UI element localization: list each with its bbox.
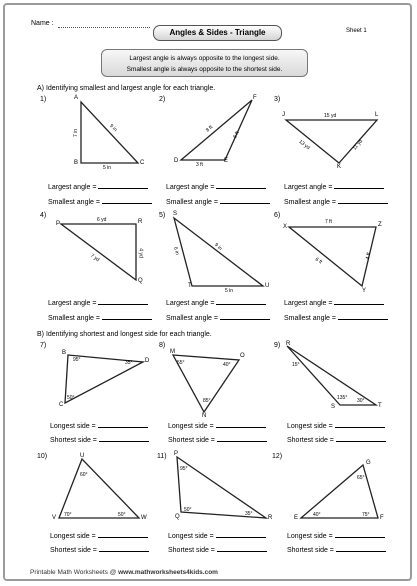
- t6-side-xz: 7 ft: [325, 219, 332, 225]
- answer-smallest-1: Smallest angle =: [48, 197, 152, 206]
- t7-vertex-c: C: [59, 402, 64, 408]
- answer-line-shortest-8[interactable]: [217, 435, 267, 442]
- t12-angle-e: 40°: [313, 512, 321, 518]
- answer-line-shortest-10[interactable]: [99, 545, 149, 552]
- rule-line-1: Largest angle is always opposite to the longest side.: [129, 55, 280, 62]
- answer-shortest-10: Shortest side =: [50, 545, 149, 554]
- t2-vertex-e: E: [224, 158, 229, 164]
- answer-line-shortest-12[interactable]: [336, 545, 386, 552]
- t3-side-jk: 13 yd: [297, 138, 311, 152]
- t4-vertex-r: R: [138, 219, 143, 225]
- t3-vertex-k: K: [337, 164, 342, 170]
- t12-angle-g: 65°: [357, 475, 365, 481]
- t4-vertex-p: P: [56, 221, 61, 227]
- problem-12-number: 12): [272, 453, 283, 460]
- section-a-heading: A) Identifying smallest and largest angle for each triangle.: [37, 85, 216, 92]
- answer-line-longest-9[interactable]: [335, 421, 385, 428]
- t4-side-pq: 7 yd: [89, 252, 101, 264]
- t11-vertex-p: P: [174, 451, 179, 457]
- answer-smallest-6: Smallest angle =: [284, 313, 388, 322]
- answer-line-longest-10[interactable]: [98, 531, 148, 538]
- t8-angle-m: 55°: [177, 360, 185, 366]
- t5-side-st: 6 in: [172, 246, 180, 256]
- t12-vertex-g: G: [366, 460, 371, 466]
- answer-largest-3: Largest angle =: [284, 182, 384, 191]
- answer-line-smallest-1[interactable]: [102, 197, 152, 204]
- t10-vertex-w: W: [141, 515, 147, 521]
- problem-8-number: 8): [159, 342, 166, 349]
- t2-vertex-d: D: [174, 158, 179, 164]
- answer-line-smallest-2[interactable]: [220, 197, 270, 204]
- t6-vertex-z: Z: [378, 222, 382, 228]
- section-b-heading: B) Identifying shortest and longest side for each triangle.: [37, 331, 212, 338]
- answer-longest-8: Longest side =: [168, 421, 266, 430]
- t1-vertex-a: A: [74, 95, 79, 101]
- t9-angle-t: 30°: [357, 398, 365, 404]
- t10-vertex-v: V: [52, 515, 57, 521]
- answer-line-shortest-7[interactable]: [99, 435, 149, 442]
- t11-angle-r: 35°: [245, 511, 253, 517]
- t9-angle-r: 15°: [292, 362, 300, 368]
- t11-vertex-q: Q: [175, 514, 180, 520]
- problem-6-number: 6): [274, 212, 281, 219]
- answer-longest-12: Longest side =: [287, 531, 385, 540]
- answer-line-largest-6[interactable]: [334, 298, 384, 305]
- t10-angle-u: 60°: [80, 472, 88, 478]
- answer-shortest-11: Shortest side =: [168, 545, 267, 554]
- t2-vertex-f: F: [253, 95, 257, 101]
- answer-shortest-12: Shortest side =: [287, 545, 386, 554]
- t8-vertex-n: N: [202, 413, 207, 419]
- answer-longest-11: Longest side =: [168, 531, 266, 540]
- t8-vertex-o: O: [240, 353, 245, 359]
- answer-longest-7: Longest side =: [50, 421, 148, 430]
- page-title: Angles & Sides - Triangle: [153, 25, 282, 41]
- t8-angle-n: 85°: [203, 398, 211, 404]
- answer-line-longest-7[interactable]: [98, 421, 148, 428]
- t5-side-tu: 5 in: [225, 288, 234, 294]
- problem-4-number: 4): [40, 212, 47, 219]
- problem-9-number: 9): [274, 342, 281, 349]
- problem-10-number: 10): [37, 453, 48, 460]
- t3-side-lk: 11 yd: [351, 138, 365, 152]
- t2-side-de: 3 ft: [196, 162, 203, 168]
- t4-side-pr: 6 yd: [97, 217, 107, 223]
- answer-largest-4: Largest angle =: [48, 298, 148, 307]
- answer-shortest-7: Shortest side =: [50, 435, 149, 444]
- answer-line-largest-2[interactable]: [216, 182, 266, 189]
- t1-side-hyp: 9 in: [108, 123, 119, 133]
- t9-vertex-r: R: [286, 341, 291, 347]
- answer-line-smallest-6[interactable]: [338, 313, 388, 320]
- t5-vertex-u: U: [265, 283, 270, 289]
- t9-vertex-t: T: [378, 403, 382, 409]
- problem-2-number: 2): [159, 96, 166, 103]
- t1-side-left: 7 in: [73, 128, 80, 138]
- answer-largest-6: Largest angle =: [284, 298, 384, 307]
- answer-line-shortest-9[interactable]: [336, 435, 386, 442]
- t11-vertex-r: R: [268, 515, 273, 521]
- t1-vertex-b: B: [74, 160, 79, 166]
- t5-vertex-t: T: [188, 283, 192, 289]
- t4-vertex-q: Q: [138, 278, 143, 284]
- answer-line-longest-11[interactable]: [216, 531, 266, 538]
- t12-vertex-f: F: [380, 515, 384, 521]
- t7-angle-b: 95°: [73, 357, 81, 363]
- name-field[interactable]: [58, 27, 150, 28]
- answer-shortest-8: Shortest side =: [168, 435, 267, 444]
- problem-11-number: 11): [157, 453, 167, 460]
- t8-vertex-m: M: [170, 349, 175, 355]
- answer-line-shortest-11[interactable]: [217, 545, 267, 552]
- footer-site-link[interactable]: www.mathworksheets4kids.com: [118, 569, 218, 576]
- t6-side-zy: 4 ft: [364, 251, 373, 261]
- problem-7-number: 7): [40, 342, 47, 349]
- t6-vertex-x: X: [283, 224, 288, 230]
- t5-side-su: 9 in: [213, 242, 224, 252]
- t10-angle-v: 70°: [64, 512, 72, 518]
- answer-smallest-3: Smallest angle =: [284, 197, 388, 206]
- t3-vertex-l: L: [375, 112, 379, 118]
- t3-vertex-j: J: [282, 112, 285, 118]
- t8-angle-o: 40°: [223, 362, 231, 368]
- answer-line-longest-8[interactable]: [216, 421, 266, 428]
- answer-shortest-9: Shortest side =: [287, 435, 386, 444]
- t4-side-rq: 4 yd: [137, 248, 144, 258]
- t6-side-xy: 6 ft: [313, 256, 324, 266]
- t9-angle-s: 135°: [337, 395, 348, 401]
- name-label: Name :: [31, 20, 54, 27]
- answer-smallest-2: Smallest angle =: [166, 197, 270, 206]
- problem-5-number: 5): [159, 212, 166, 219]
- t11-angle-q: 50°: [184, 507, 192, 513]
- t1-vertex-c: C: [140, 160, 145, 166]
- answer-largest-2: Largest angle =: [166, 182, 266, 191]
- t9-vertex-s: S: [331, 404, 336, 410]
- t5-vertex-s: S: [173, 211, 178, 217]
- t10-vertex-u: U: [80, 453, 85, 459]
- answer-line-smallest-5[interactable]: [220, 313, 270, 320]
- t1-side-bottom: 5 in: [103, 165, 112, 171]
- answer-longest-10: Longest side =: [50, 531, 148, 540]
- answer-line-smallest-3[interactable]: [338, 197, 388, 204]
- t7-vertex-b: B: [62, 350, 67, 356]
- sheet-label: Sheet 1: [346, 28, 367, 34]
- t7-angle-d: 35°: [125, 360, 133, 366]
- t3-side-jl: 15 yd: [324, 113, 337, 119]
- answer-line-largest-4[interactable]: [98, 298, 148, 305]
- problem-3-number: 3): [274, 96, 281, 103]
- footer: Printable Math Worksheets @ www.mathworksheets4kids.com: [30, 569, 218, 576]
- answer-smallest-4: Smallest angle =: [48, 313, 152, 322]
- answer-largest-1: Largest angle =: [48, 182, 148, 191]
- t7-angle-c: 50°: [67, 395, 75, 401]
- answer-smallest-5: Smallest angle =: [166, 313, 270, 322]
- t11-angle-p: 95°: [180, 466, 188, 472]
- answer-line-smallest-4[interactable]: [102, 313, 152, 320]
- t2-side-df: 8 ft: [204, 124, 215, 134]
- t12-angle-f: 75°: [362, 512, 370, 518]
- rule-line-2: Smallest angle is always opposite to the shortest side.: [126, 66, 283, 73]
- t10-angle-w: 50°: [118, 512, 126, 518]
- problem-1-number: 1): [40, 96, 47, 103]
- answer-longest-9: Longest side =: [287, 421, 385, 430]
- rule-box: [101, 49, 308, 77]
- t6-vertex-y: Y: [362, 288, 367, 294]
- t12-vertex-e: E: [294, 515, 299, 521]
- answer-line-largest-5[interactable]: [216, 298, 266, 305]
- t7-vertex-d: D: [145, 358, 150, 364]
- answer-line-largest-1[interactable]: [98, 182, 148, 189]
- answer-line-largest-3[interactable]: [334, 182, 384, 189]
- t2-side-ef: 6 ft: [232, 130, 241, 140]
- answer-line-longest-12[interactable]: [335, 531, 385, 538]
- answer-largest-5: Largest angle =: [166, 298, 266, 307]
